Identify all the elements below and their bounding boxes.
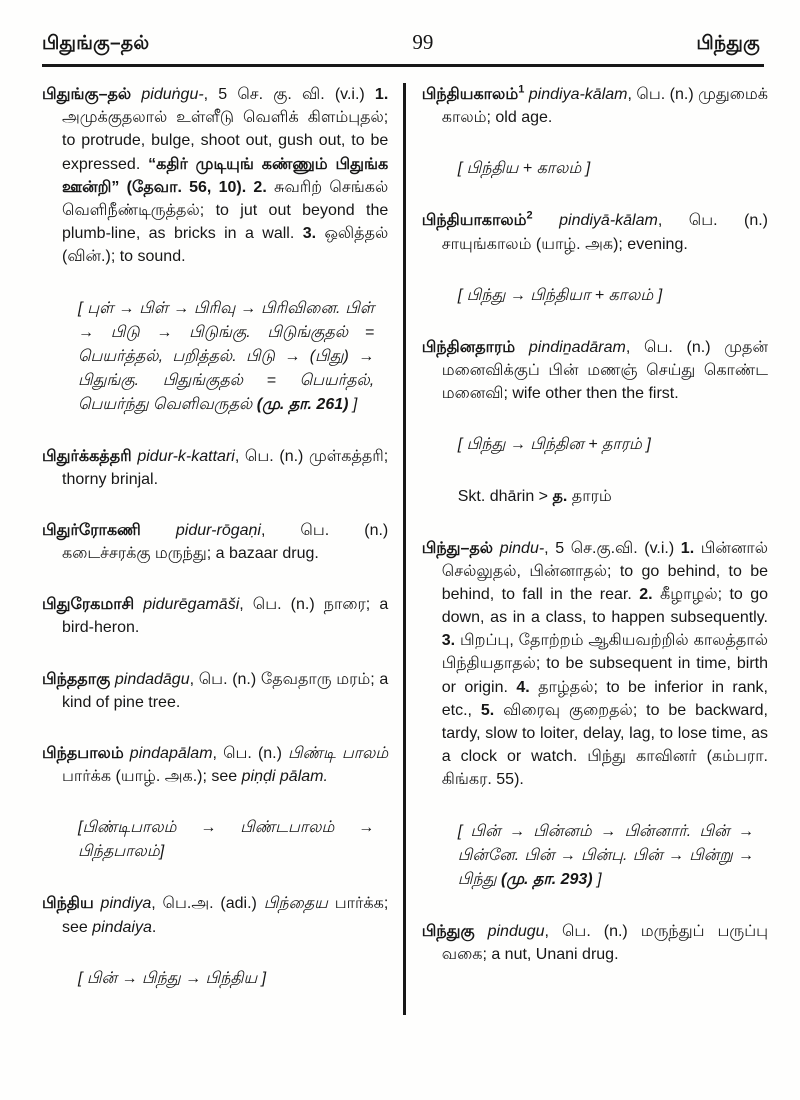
text-run: , பெ. (n.) முதன் மனைவிக்குப் பின் மணஞ் செய்து கொண்ட மனைவி; wife other then the first. <box>441 338 768 403</box>
text-run: pindiṉadāram <box>528 338 626 356</box>
text-run: , பெ. (n.) நாரை; a bird-heron. <box>62 596 389 637</box>
etymology-note <box>78 816 374 864</box>
text-run: [ பின் → பிந்து → பிந்திய ] <box>78 969 267 987</box>
text-run: 1. <box>680 539 701 557</box>
text-run: , பெ. (n.) <box>212 745 289 762</box>
etymology-note <box>458 433 754 457</box>
text-run: pidur-k-kattari <box>137 447 235 465</box>
text-run: 2. <box>253 178 275 196</box>
text-run: பின்னால் செல்லுதல், பின்னாதல்; to go behind, to be behind, to fall in the rear. <box>441 539 768 603</box>
text-run: pindiya-kālam <box>524 86 628 103</box>
text-run: “கதிர் முடியுங் கண்ணும் பிதுங்க ஊன்றி” (தேவா. 56, 10). <box>62 155 389 196</box>
text-run: பார்க்க (யாழ். அக.); see <box>62 768 242 786</box>
text-run: , பெ.அ. (adi.) <box>151 895 264 913</box>
text-run: , பெ. (n.) தேவதாரு மரம்; a kind of pine tree. <box>62 670 389 711</box>
text-run: [ பிந்து → பிந்தின + தாரம் ] <box>457 436 651 454</box>
text-run: கீழாழல்; to go down, as in a class, to happen subsequently. <box>441 585 768 627</box>
text-run: பிந்து–தல் <box>421 539 500 557</box>
text-run: 2 <box>526 210 533 223</box>
derivation-note <box>458 485 768 508</box>
text-run: 2. <box>639 585 660 603</box>
left-column <box>42 83 403 1015</box>
text-run: பிதுர்ரோகணி <box>42 521 176 539</box>
running-header <box>0 0 800 61</box>
text-run: பார்க்க; see <box>62 895 389 936</box>
text-run: [பிண்டிபாலம் → பிண்டபாலம் → பிந்தபாலம்] <box>78 819 375 861</box>
text-run: pindu- <box>499 539 545 557</box>
etymology-note <box>458 820 754 892</box>
etymology-note <box>458 157 754 181</box>
text-run: pindiya <box>100 895 152 913</box>
text-run: , பெ. (n.) முதுமைக் காலம்; old age. <box>441 86 768 127</box>
text-run: ஒலித்தல் (வின்.); to sound. <box>62 225 389 266</box>
text-run: , பெ. (n.) மருந்துப் பருப்பு வகை; a nut, Unani drug. <box>441 922 768 963</box>
text-run: 1 <box>518 83 525 96</box>
text-run: பிந்தினதாரம் <box>421 338 529 356</box>
text-run: ] <box>348 395 358 413</box>
dictionary-entry <box>422 209 768 255</box>
dictionary-entry <box>422 537 768 792</box>
etymology-note <box>458 284 754 308</box>
header-guide-word-left: பிதுங்கு–தல் <box>42 33 150 54</box>
text-run: விரைவு குறைதல்; to be backward, tardy, slow to loiter, delay, lag, to lose time, as a clock or watch. பிந்து காவினர் (கம்பரா. கிங்கர. 55). <box>441 701 768 789</box>
text-run: த. <box>552 488 572 506</box>
dictionary-entry <box>42 892 388 938</box>
text-run: Skt. dhārin > <box>457 488 553 506</box>
text-run: pindadāgu <box>114 670 190 688</box>
text-run: தாரம் <box>571 488 612 506</box>
right-column <box>406 83 768 1015</box>
text-run: பிந்தைய <box>263 895 335 913</box>
dictionary-entry <box>42 742 388 788</box>
text-run: தாழ்தல்; to be inferior in rank, etc., <box>441 678 768 719</box>
text-run: [ பிந்திய + காலம் ] <box>457 160 591 178</box>
text-run: பிந்துகு <box>421 922 488 940</box>
text-run: [ பிந்து → பிந்தியா + காலம் ] <box>457 286 663 304</box>
text-run: , பெ. (n.) சாயுங்காலம் (யாழ். அக); evening. <box>441 212 768 253</box>
header-guide-word-right: பிந்துகு <box>696 33 760 54</box>
text-run: pindugu <box>487 922 545 940</box>
text-run: pindaiya <box>92 918 152 936</box>
text-run: 4. <box>516 678 539 696</box>
dictionary-entry <box>42 83 388 269</box>
text-run: பிறப்பு, தோற்றம் ஆகியவற்றில் காலத்தால் பிந்தியதாதல்; to be subsequent in time, birth or origin. <box>441 632 768 696</box>
text-run: பிண்டி பாலம் <box>288 745 389 762</box>
dictionary-entry <box>42 445 388 491</box>
text-run: pindapālam <box>129 745 213 762</box>
text-run: 3. <box>302 225 325 243</box>
etymology-note <box>78 297 374 417</box>
text-run: ] <box>592 870 602 888</box>
text-run: (மு. தா. 293) <box>500 870 593 888</box>
text-run: பிந்தியகாலம் <box>421 86 519 103</box>
text-run: பிந்தபாலம் <box>42 745 130 762</box>
text-run: 3. <box>441 632 461 650</box>
text-run: . <box>151 918 157 936</box>
dictionary-entry <box>42 593 388 639</box>
text-run: பிந்தியாகாலம் <box>421 212 527 230</box>
text-run: , பெ. (n.) முள்கத்தரி; thorny brinjal. <box>62 447 389 488</box>
text-run: பிதுரேகமாசி <box>42 596 144 614</box>
text-run: (மு. தா. 261) <box>256 395 349 413</box>
text-run: pidurēgamāši <box>143 596 240 614</box>
text-run: பிதுங்கு–தல் <box>42 86 142 103</box>
page-body <box>42 67 768 1015</box>
dictionary-entry <box>42 668 388 714</box>
dictionary-entry <box>422 83 768 129</box>
text-run: pidur-rōgaṇi <box>175 521 261 539</box>
dictionary-entry <box>42 519 388 565</box>
text-run: , 5 செ. கு. வி. (v.i.) <box>203 86 375 103</box>
text-run: பிதுர்க்கத்தரி <box>42 447 138 465</box>
text-run: அமுக்குதலால் உள்ளீடு வெளிக் கிளம்புதல்; to protrude, bulge, shoot out, gush out, to be expressed. <box>62 109 389 173</box>
dictionary-entry <box>422 920 768 966</box>
text-run: piṇḍi pālam. <box>241 768 328 786</box>
text-run: [ புள் → பிள் → பிரிவு → பிரிவினை. பிள் → பிடு → பிடுங்கு. பிடுங்குதல் = பெயர்த்தல், பறித்தல். பிடு → (பிது) → பிதுங்கு. பிதுங்குதல் = பெயர்தல், பெயர்ந்து வெளிவருதல் <box>78 299 375 413</box>
text-run: சுவரிற் செங்கல் வெளிநீண்டிருத்தல்; to jut out beyond the plumb-line, as bricks in a wall. <box>62 178 389 243</box>
page-number: 99 <box>412 30 434 54</box>
text-run: பிந்திய <box>42 895 101 913</box>
text-run: [ பின் → பின்னம் → பின்னார். பின் → பின்னே. பின் → பின்பு. பின் → பின்று → பிந்து <box>457 822 754 888</box>
text-run: pindiyā-kālam <box>532 212 658 230</box>
text-run: , பெ. (n.) கடைச்சரக்கு மருந்து; a bazaar drug. <box>62 521 389 563</box>
dictionary-entry <box>422 336 768 406</box>
text-run: 1. <box>374 86 389 103</box>
text-run: , 5 செ.கு.வி. (v.i.) <box>544 539 681 557</box>
text-run: piduṅgu- <box>141 86 204 103</box>
text-run: பிந்ததாகு <box>42 670 115 688</box>
etymology-note <box>78 967 374 991</box>
text-run: 5. <box>480 701 504 719</box>
